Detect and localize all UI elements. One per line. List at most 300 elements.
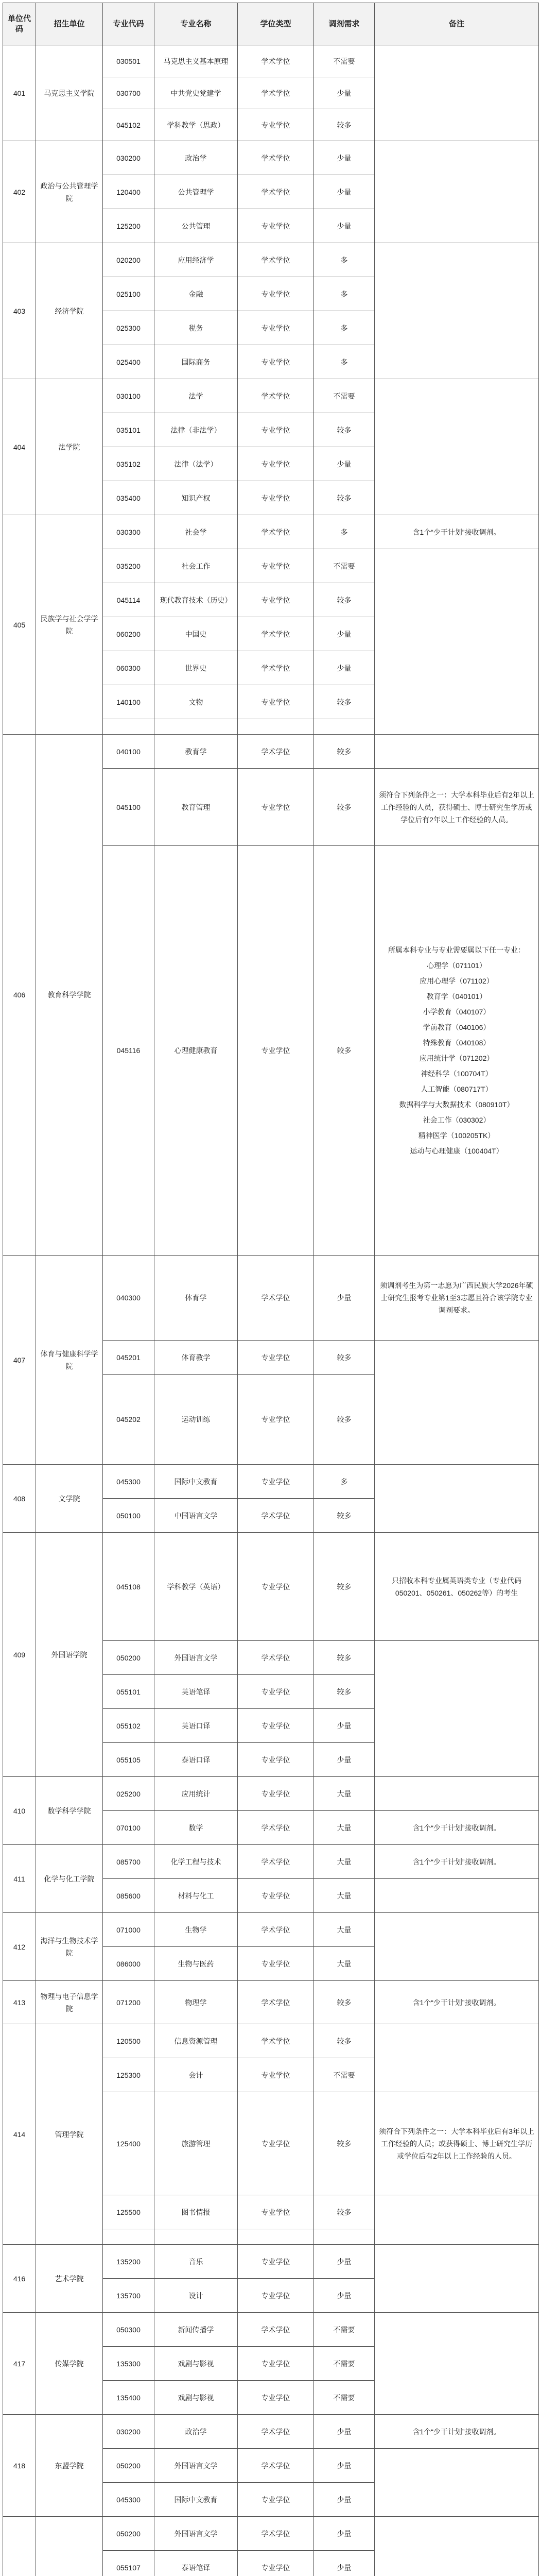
table-cell: 大量 [314, 1845, 375, 1879]
table-cell: 学术学位 [238, 175, 314, 209]
table-cell: 学术学位 [238, 2517, 314, 2551]
table-cell: 不需要 [314, 549, 375, 583]
table-cell: 少量 [314, 77, 375, 109]
table-cell: 不需要 [314, 2381, 375, 2415]
table-cell: 140100 [103, 685, 154, 719]
table-cell: 多 [314, 345, 375, 379]
table-cell: 135200 [103, 2245, 154, 2279]
table-cell: 英语笔译 [154, 1675, 238, 1709]
table-cell: 040300 [103, 1256, 154, 1341]
table-cell: 专业学位 [238, 413, 314, 447]
table-cell: 较多 [314, 1641, 375, 1675]
table-cell: 125400 [103, 2092, 154, 2195]
table-cell: 学术学位 [238, 2449, 314, 2483]
table-cell: 414 [3, 2024, 36, 2245]
table-cell: 政治学 [154, 141, 238, 175]
note-line: 含1个“少干计划”接收调剂。 [412, 1823, 501, 1832]
header-unit-name: 招生单位 [36, 3, 103, 45]
table-cell: 055105 [103, 1743, 154, 1777]
table-cell: 现代教育技术（历史） [154, 583, 238, 617]
table-cell [36, 2517, 103, 2576]
table-cell: 民族学与社会学学院 [36, 515, 103, 735]
table-cell: 少量 [314, 141, 375, 175]
table-cell: 410 [3, 1777, 36, 1845]
table-cell: 025100 [103, 277, 154, 311]
table-cell: 较多 [314, 1499, 375, 1533]
table-cell: 公共管理学 [154, 175, 238, 209]
note-line: 含1个“少干计划”接收调剂。 [412, 2427, 501, 2436]
table-cell: 大量 [314, 1777, 375, 1811]
table-cell: 409 [3, 1533, 36, 1777]
table-row [3, 2517, 539, 2551]
table-cell: 法律（非法学） [154, 413, 238, 447]
table-cell: 050300 [103, 2313, 154, 2347]
table-cell: 多 [314, 277, 375, 311]
note-line: 须调剂考生为第一志愿为广西民族大学2026年硕士研究生报考专业第1至3志愿且符合该学院专业调剂要求。 [380, 1281, 533, 1314]
note-line: 心理学（071101） [427, 961, 486, 970]
table-cell: 402 [3, 141, 36, 243]
table-cell: 135700 [103, 2279, 154, 2313]
table-cell: 学科教学（思政） [154, 109, 238, 141]
table-cell: 045100 [103, 769, 154, 846]
table-cell: 少量 [314, 175, 375, 209]
table-cell: 教育学 [154, 735, 238, 769]
table-cell: 035200 [103, 549, 154, 583]
note-line: 社会工作（030302） [423, 1116, 491, 1124]
table-cell: 较多 [314, 735, 375, 769]
adjustment-table [3, 3, 539, 2576]
table-cell [375, 1341, 539, 1465]
table-cell: 045116 [103, 846, 154, 1256]
table-cell: 中共党史党建学 [154, 77, 238, 109]
table-cell: 学术学位 [238, 77, 314, 109]
table-cell: 412 [3, 1913, 36, 1981]
note-line: 精神医学（100205TK） [418, 1131, 495, 1140]
table-cell: 少量 [314, 1709, 375, 1743]
table-cell: 专业学位 [238, 345, 314, 379]
table-cell: 专业学位 [238, 2279, 314, 2313]
table-cell: 体育学 [154, 1256, 238, 1341]
table-cell: 055102 [103, 1709, 154, 1743]
table-cell: 专业学位 [238, 1709, 314, 1743]
table-cell: 418 [3, 2415, 36, 2517]
table-cell: 085600 [103, 1879, 154, 1913]
table-cell: 较多 [314, 1981, 375, 2024]
header-unit-code: 单位代码 [3, 3, 36, 45]
table-cell: 少量 [314, 1743, 375, 1777]
table-cell: 专业学位 [238, 2483, 314, 2517]
table-cell [375, 1845, 539, 1879]
table-row [3, 1845, 539, 1879]
table-row [3, 1465, 539, 1499]
table-cell: 学术学位 [238, 1811, 314, 1845]
table-cell [375, 1465, 539, 1533]
table-cell [375, 1256, 539, 1341]
table-cell: 030100 [103, 379, 154, 413]
table-cell: 较多 [314, 685, 375, 719]
table-cell: 传媒学院 [36, 2313, 103, 2415]
table-cell: 少量 [314, 651, 375, 685]
table-header-row [3, 3, 539, 45]
table-cell: 025400 [103, 345, 154, 379]
table-cell: 文学院 [36, 1465, 103, 1533]
note-line: 须符合下列条件之一：大学本科毕业后有2年以上工作经验的人员，获得硕士、博士研究生学历或学位后有2年以上工作经验的人员。 [379, 790, 534, 824]
table-cell: 学术学位 [238, 1641, 314, 1675]
table-cell: 中国语言文学 [154, 1499, 238, 1533]
table-cell: 125500 [103, 2195, 154, 2229]
table-cell: 管理学院 [36, 2024, 103, 2245]
table-cell: 较多 [314, 2195, 375, 2229]
table-cell: 不需要 [314, 45, 375, 77]
table-cell: 专业学位 [238, 1743, 314, 1777]
table-cell: 403 [3, 243, 36, 379]
table-cell: 学术学位 [238, 2415, 314, 2449]
table-cell: 086000 [103, 1947, 154, 1981]
table-cell: 专业学位 [238, 769, 314, 846]
table-cell: 多 [314, 515, 375, 549]
table-cell: 较多 [314, 413, 375, 447]
table-cell: 050200 [103, 2449, 154, 2483]
table-cell: 新闻传播学 [154, 2313, 238, 2347]
table-cell [375, 1879, 539, 1913]
table-cell [3, 2517, 36, 2576]
document-page [3, 3, 538, 2576]
table-cell: 401 [3, 45, 36, 141]
table-cell: 专业学位 [238, 846, 314, 1256]
table-cell: 025300 [103, 311, 154, 345]
table-cell: 材料与化工 [154, 1879, 238, 1913]
note-line: 含1个“少干计划”接收调剂。 [412, 1998, 501, 2007]
table-cell: 不需要 [314, 2313, 375, 2347]
table-cell: 学术学位 [238, 515, 314, 549]
table-cell: 音乐 [154, 2245, 238, 2279]
table-row [3, 1913, 539, 1947]
header-major-name: 专业名称 [154, 3, 238, 45]
table-cell: 数学 [154, 1811, 238, 1845]
table-cell: 045201 [103, 1341, 154, 1375]
table-cell: 大量 [314, 1913, 375, 1947]
table-cell: 030501 [103, 45, 154, 77]
table-cell: 外国语言文学 [154, 1641, 238, 1675]
table-cell: 055101 [103, 1675, 154, 1709]
table-cell: 较多 [314, 769, 375, 846]
table-cell: 学术学位 [238, 1981, 314, 2024]
table-cell: 教育管理 [154, 769, 238, 846]
table-row [3, 2415, 539, 2449]
table-cell: 050200 [103, 2517, 154, 2551]
table-cell [375, 846, 539, 1256]
header-major-code: 专业代码 [103, 3, 154, 45]
note-line: 小学教育（040107） [423, 1008, 491, 1016]
table-cell: 045202 [103, 1375, 154, 1465]
note-line: 所属本科专业与专业需要属以下任一专业： [388, 946, 525, 954]
table-cell: 专业学位 [238, 2381, 314, 2415]
table-cell [375, 1533, 539, 1641]
table-cell: 物理学 [154, 1981, 238, 2024]
table-cell [314, 2229, 375, 2245]
table-cell: 马克思主义基本原理 [154, 45, 238, 77]
table-cell: 图书情报 [154, 2195, 238, 2229]
table-cell: 少量 [314, 2279, 375, 2313]
table-cell: 少量 [314, 617, 375, 651]
table-cell [375, 2449, 539, 2517]
table-cell: 025200 [103, 1777, 154, 1811]
table-cell: 专业学位 [238, 2245, 314, 2279]
note-line: 特殊教育（040108） [423, 1039, 491, 1047]
table-cell: 化学与化工学院 [36, 1845, 103, 1913]
table-cell: 法学 [154, 379, 238, 413]
table-cell: 运动训练 [154, 1375, 238, 1465]
table-cell: 世界史 [154, 651, 238, 685]
table-cell: 专业学位 [238, 583, 314, 617]
table-cell [103, 719, 154, 735]
table-cell: 体育与健康科学学院 [36, 1256, 103, 1465]
table-cell: 专业学位 [238, 549, 314, 583]
table-cell [375, 243, 539, 379]
table-cell: 125300 [103, 2058, 154, 2092]
table-row [3, 735, 539, 769]
table-row [3, 141, 539, 175]
table-cell: 学术学位 [238, 141, 314, 175]
table-row [3, 2313, 539, 2347]
table-cell: 不需要 [314, 379, 375, 413]
table-cell: 专业学位 [238, 685, 314, 719]
table-cell: 应用统计 [154, 1777, 238, 1811]
table-cell [375, 549, 539, 735]
note-line: 含1个“少干计划”接收调剂。 [412, 1857, 501, 1866]
table-cell: 411 [3, 1845, 36, 1913]
table-cell: 专业学位 [238, 2058, 314, 2092]
table-row [3, 2245, 539, 2279]
table-cell [375, 1913, 539, 1981]
table-cell: 404 [3, 379, 36, 515]
table-cell: 社会工作 [154, 549, 238, 583]
note-line: 教育学（040101） [426, 992, 487, 1001]
table-cell: 专业学位 [238, 1675, 314, 1709]
table-row [3, 243, 539, 277]
table-cell: 较多 [314, 1533, 375, 1641]
table-cell [375, 2313, 539, 2415]
table-cell: 政治与公共管理学院 [36, 141, 103, 243]
table-cell: 外国语言文学 [154, 2517, 238, 2551]
table-cell: 生物学 [154, 1913, 238, 1947]
note-line: 数据科学与大数据技术（080910T） [399, 1100, 514, 1109]
table-cell: 专业学位 [238, 2195, 314, 2229]
table-cell: 专业学位 [238, 2347, 314, 2381]
note-line: 学前教育（040106） [423, 1023, 491, 1031]
table-cell: 045300 [103, 2483, 154, 2517]
table-cell: 较多 [314, 846, 375, 1256]
table-cell: 专业学位 [238, 277, 314, 311]
table-cell: 文物 [154, 685, 238, 719]
table-cell: 外国语言文学 [154, 2449, 238, 2483]
table-cell [375, 2415, 539, 2449]
table-cell: 030300 [103, 515, 154, 549]
table-cell [314, 719, 375, 735]
table-row [3, 379, 539, 413]
table-cell: 体育教学 [154, 1341, 238, 1375]
table-cell: 035102 [103, 447, 154, 481]
table-cell: 070100 [103, 1811, 154, 1845]
table-cell: 法学院 [36, 379, 103, 515]
table-cell: 设计 [154, 2279, 238, 2313]
table-cell [154, 2229, 238, 2245]
table-cell: 055107 [103, 2551, 154, 2576]
table-cell: 专业学位 [238, 1947, 314, 1981]
table-cell: 较多 [314, 481, 375, 515]
table-cell [375, 769, 539, 846]
note-line: 含1个“少干计划”接收调剂。 [412, 528, 501, 536]
table-row [3, 515, 539, 549]
table-row [3, 2024, 539, 2058]
table-cell: 030200 [103, 2415, 154, 2449]
table-cell: 国际商务 [154, 345, 238, 379]
table-cell: 多 [314, 1465, 375, 1499]
table-body [3, 45, 539, 2576]
table-cell: 专业学位 [238, 1465, 314, 1499]
table-cell: 少量 [314, 2483, 375, 2517]
table-cell: 学术学位 [238, 617, 314, 651]
table-cell: 135300 [103, 2347, 154, 2381]
table-cell [375, 2092, 539, 2195]
table-cell: 125200 [103, 209, 154, 243]
table-row [3, 1533, 539, 1641]
table-cell: 060300 [103, 651, 154, 685]
table-cell [375, 2195, 539, 2245]
table-cell: 政治学 [154, 2415, 238, 2449]
table-cell: 较多 [314, 2092, 375, 2195]
table-cell: 学术学位 [238, 1499, 314, 1533]
table-cell: 较多 [314, 1375, 375, 1465]
table-cell: 少量 [314, 2517, 375, 2551]
table-cell: 海洋与生物技术学院 [36, 1913, 103, 1981]
table-cell [375, 2245, 539, 2313]
table-cell: 120500 [103, 2024, 154, 2058]
note-line: 人工智能（080717T） [421, 1085, 493, 1093]
table-cell [154, 719, 238, 735]
table-cell: 艺术学院 [36, 2245, 103, 2313]
table-cell: 050200 [103, 1641, 154, 1675]
table-cell: 045114 [103, 583, 154, 617]
table-cell: 泰语口译 [154, 1743, 238, 1777]
table-cell: 心理健康教育 [154, 846, 238, 1256]
table-cell [375, 2517, 539, 2576]
table-cell: 035400 [103, 481, 154, 515]
table-cell: 戏剧与影视 [154, 2347, 238, 2381]
table-cell: 少量 [314, 209, 375, 243]
table-cell [238, 719, 314, 735]
table-cell: 物理与电子信息学院 [36, 1981, 103, 2024]
table-cell: 120400 [103, 175, 154, 209]
table-cell [375, 1641, 539, 1777]
table-cell: 英语口译 [154, 1709, 238, 1743]
table-cell: 少量 [314, 1256, 375, 1341]
table-cell: 较多 [314, 583, 375, 617]
table-cell: 060200 [103, 617, 154, 651]
table-cell: 东盟学院 [36, 2415, 103, 2517]
table-cell: 030700 [103, 77, 154, 109]
table-cell [375, 45, 539, 141]
table-cell: 生物与医药 [154, 1947, 238, 1981]
table-cell: 050100 [103, 1499, 154, 1533]
note-line: 神经科学（100704T） [421, 1070, 493, 1078]
table-cell: 学术学位 [238, 2024, 314, 2058]
table-cell [238, 2229, 314, 2245]
table-cell: 专业学位 [238, 311, 314, 345]
table-row [3, 1777, 539, 1811]
note-line: 须符合下列条件之一：大学本科毕业后有3年以上工作经验的人员；或获得硕士、博士研究生学历或学位后有2年以上工作经验的人员。 [379, 2127, 534, 2160]
table-cell: 社会学 [154, 515, 238, 549]
table-cell: 学科教学（英语） [154, 1533, 238, 1641]
table-cell [375, 735, 539, 769]
table-cell: 大量 [314, 1947, 375, 1981]
table-cell: 国际中文教育 [154, 1465, 238, 1499]
table-cell: 国际中文教育 [154, 2483, 238, 2517]
table-cell: 416 [3, 2245, 36, 2313]
note-line: 应用心理学（071102） [420, 977, 494, 985]
table-cell: 少量 [314, 2449, 375, 2483]
table-row [3, 1981, 539, 2024]
table-cell: 学术学位 [238, 651, 314, 685]
table-cell: 专业学位 [238, 447, 314, 481]
table-cell: 405 [3, 515, 36, 735]
table-cell: 税务 [154, 311, 238, 345]
table-cell: 专业学位 [238, 209, 314, 243]
table-cell: 旅游管理 [154, 2092, 238, 2195]
table-cell [375, 141, 539, 243]
table-cell: 多 [314, 311, 375, 345]
table-cell: 数学科学学院 [36, 1777, 103, 1845]
table-cell: 大量 [314, 1879, 375, 1913]
table-cell [375, 2024, 539, 2092]
table-cell: 法律（法学） [154, 447, 238, 481]
table-cell: 中国史 [154, 617, 238, 651]
table-cell: 少量 [314, 2415, 375, 2449]
table-cell: 专业学位 [238, 1533, 314, 1641]
table-cell: 413 [3, 1981, 36, 2024]
table-cell: 较多 [314, 1341, 375, 1375]
table-cell: 专业学位 [238, 1375, 314, 1465]
table-cell: 406 [3, 735, 36, 1256]
table-cell: 较多 [314, 2024, 375, 2058]
table-cell: 071200 [103, 1981, 154, 2024]
table-cell: 知识产权 [154, 481, 238, 515]
table-cell: 417 [3, 2313, 36, 2415]
table-cell: 035101 [103, 413, 154, 447]
table-cell [375, 1811, 539, 1845]
table-cell: 020200 [103, 243, 154, 277]
table-cell: 较多 [314, 109, 375, 141]
table-cell: 408 [3, 1465, 36, 1533]
table-cell: 外国语学院 [36, 1533, 103, 1777]
table-cell: 学术学位 [238, 379, 314, 413]
table-cell: 戏剧与影视 [154, 2381, 238, 2415]
table-cell: 学术学位 [238, 2313, 314, 2347]
note-line: 运动与心理健康（100404T） [410, 1147, 503, 1155]
table-cell: 专业学位 [238, 1777, 314, 1811]
table-cell: 少量 [314, 2245, 375, 2279]
table-cell: 学术学位 [238, 735, 314, 769]
table-row [3, 1256, 539, 1341]
table-cell: 泰语笔译 [154, 2551, 238, 2576]
table-row [3, 45, 539, 77]
table-cell: 407 [3, 1256, 36, 1465]
table-cell [103, 2229, 154, 2245]
table-cell: 大量 [314, 1811, 375, 1845]
table-cell: 071000 [103, 1913, 154, 1947]
table-cell: 多 [314, 243, 375, 277]
table-cell: 公共管理 [154, 209, 238, 243]
